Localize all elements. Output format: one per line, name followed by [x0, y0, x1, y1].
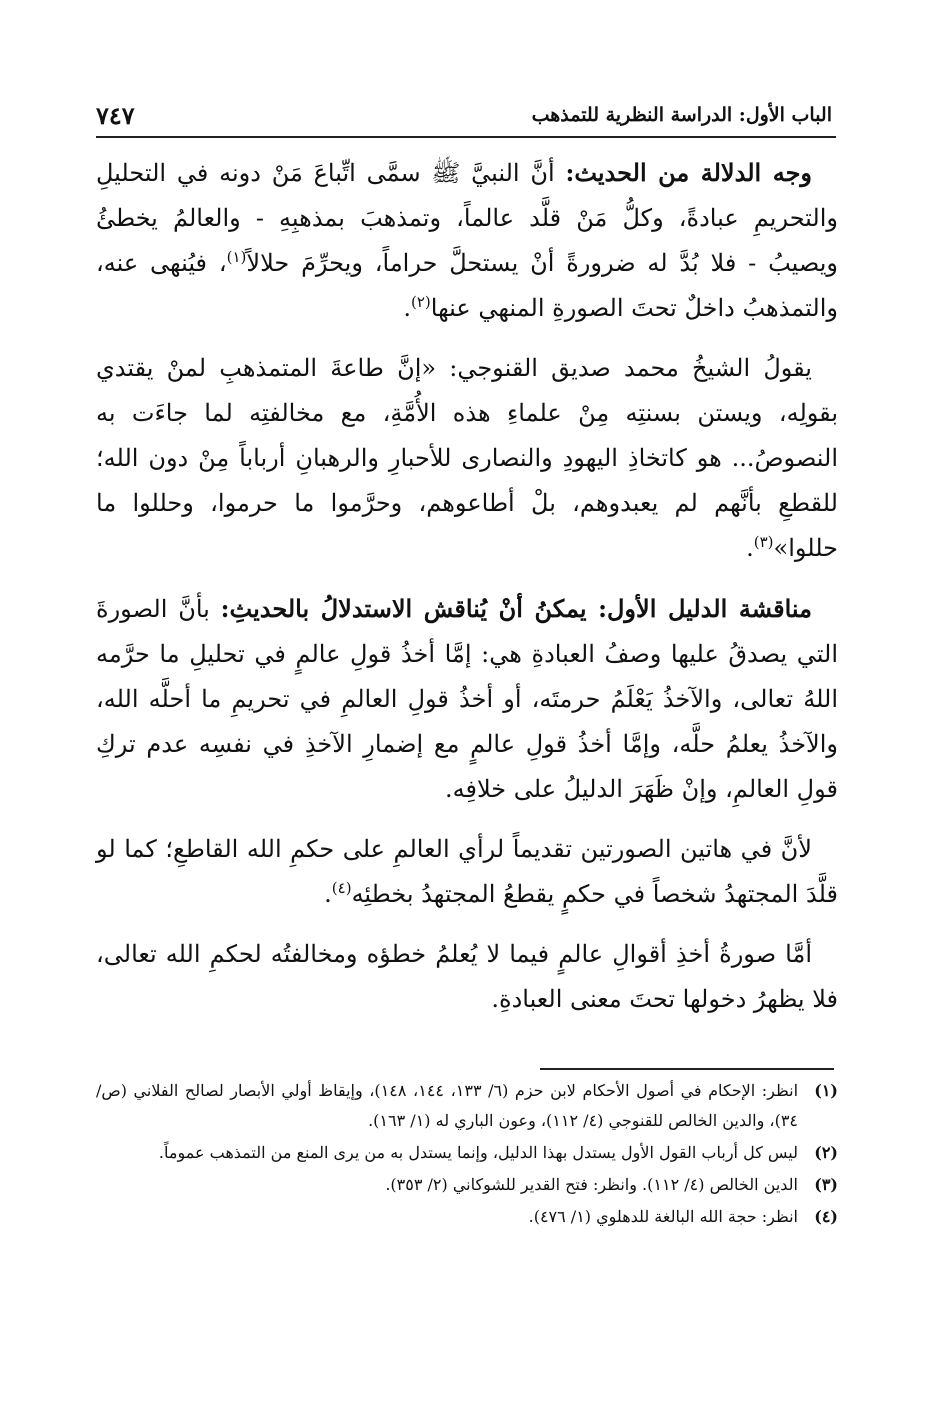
paragraph-text: أنَّ النبيَّ ﷺ سمَّى اتِّباعَ مَنْ دونه في التحليلِ والتحريمِ عبادةً، وكلُّ مَنْ قلَّد عالماً، وتمذهبَ بمذهبِهِ - والعالمُ يخطئُ ويصيبُ - فلا بُدَّ له ضرورةً أنْ يستحلَّ حراماً، ويحرِّمَ حلالاً — [96, 159, 838, 277]
footnote-number: (١) — [814, 1081, 838, 1100]
paragraph-text: يقولُ الشيخُ محمد صديق القنوجي: «إنَّ طاعةَ المتمذهبِ لمنْ يقتدي بقولِه، ويستن بسنتِه مِنْ علماءِ هذه الأُمَّةِ، مع مخالفتِه لما جاءَت به النصوصُ... هو كاتخاذِ اليهودِ والنصارى للأحبارِ والرهبانِ أرباباً مِنْ دون الله؛ للقطعِ بأنَّهم لم يعبدوهم، بلْ أطاعوهم، وحرَّموا ما حرموا، وحللوا ما حللوا» — [96, 354, 838, 562]
paragraph-discussion — [96, 586, 838, 812]
footnote-number: (٤) — [814, 1207, 838, 1226]
page-number: ٧٤٧ — [96, 100, 135, 130]
footnote-divider — [540, 1068, 834, 1070]
paragraph-lead: مناقشة الدليل الأول: يمكنُ أنْ يُناقش الاستدلالُ بالحديثِ: — [220, 594, 812, 623]
page-header — [96, 96, 832, 134]
paragraph-quote — [96, 346, 838, 571]
paragraph-text: لأنَّ في هاتين الصورتين تقديماً لرأي العالمِ على حكمِ الله القاطعِ؛ كما لو قلَّدَ المجتهدُ شخصاً في حكمٍ يقطعُ المجتهدُ بخطئِه — [96, 835, 838, 908]
footnote-item — [96, 1170, 838, 1200]
footnote-ref[interactable]: (٤) — [331, 879, 352, 897]
footnote-number: (٣) — [814, 1175, 838, 1194]
footnote-ref[interactable]: (٣) — [753, 533, 774, 551]
footnote-ref[interactable]: (٢) — [411, 293, 431, 311]
paragraph-reason — [96, 827, 838, 917]
paragraph-evidence — [96, 150, 838, 331]
paragraph-text: . — [324, 880, 332, 908]
footnotes — [96, 1076, 838, 1234]
footnote-text: الدين الخالص (٤/ ١١٢). وانظر: فتح القدير للشوكاني (٢/ ٣٥٣). — [385, 1175, 798, 1194]
footnote-text: انظر: الإحكام في أصول الأحكام لابن حزم (٦/ ١٣٣، ١٤٤، ١٤٨)، وإيقاظ أولي الأبصار لصالح الفلاني (ص/ ٣٤)، والدين الخالص للقنوجي (٤/ ١١٢)، وعون الباري له (١/ ١٦٣). — [96, 1081, 799, 1130]
footnote-item — [96, 1076, 838, 1136]
paragraph-text: . — [403, 294, 411, 322]
paragraph-text: . — [746, 534, 754, 562]
footnote-text: ليس كل أرباب القول الأول يستدل بهذا الدليل، وإنما يستدل به من يرى المنع من التمذهب عموماً. — [158, 1143, 798, 1162]
footnote-text: انظر: حجة الله البالغة للدهلوي (١/ ٤٧٦). — [528, 1207, 798, 1226]
footnote-number: (٢) — [814, 1143, 838, 1162]
paragraph-text: أمَّا صورةُ أخذِ أقوالِ عالمٍ فيما لا يُعلمُ خطؤه ومخالفتُه لحكمِ الله تعالى، فلا يظهرُ دخولها تحتَ معنى العبادةِ. — [96, 940, 838, 1013]
footnote-item — [96, 1202, 838, 1232]
paragraph-text: ، فيُنهى عنه، والتمذهبُ داخلٌ تحتَ الصورةِ المنهي عنها — [96, 249, 838, 322]
footnote-item — [96, 1138, 838, 1168]
running-title: الباب الأول: الدراسة النظرية للتمذهب — [531, 104, 832, 126]
footnote-ref[interactable]: (١) — [226, 248, 247, 266]
paragraph-conclusion — [96, 932, 838, 1022]
paragraph-lead: وجه الدلالة من الحديث: — [565, 158, 812, 187]
header-divider — [96, 136, 836, 138]
main-text — [96, 150, 838, 1037]
paragraph-text: بأنَّ الصورةَ التي يصدقُ عليها وصفُ العبادةِ هي: إمَّا أخذُ قولِ عالمٍ في تحليلِ ما حرَّمه اللهُ تعالى، والآخذُ يَعْلَمُ حرمتَه، أو أخذُ قولِ العالمِ في تحريمِ ما أحلَّه الله، والآخذُ يعلمُ حلَّه، وإمَّا أخذُ قولِ عالمٍ مع إضمارِ الآخذِ في نفسِه عدم تركِ قولِ العالمِ، وإنْ ظَهَرَ الدليلُ على خلافِه. — [96, 595, 838, 803]
